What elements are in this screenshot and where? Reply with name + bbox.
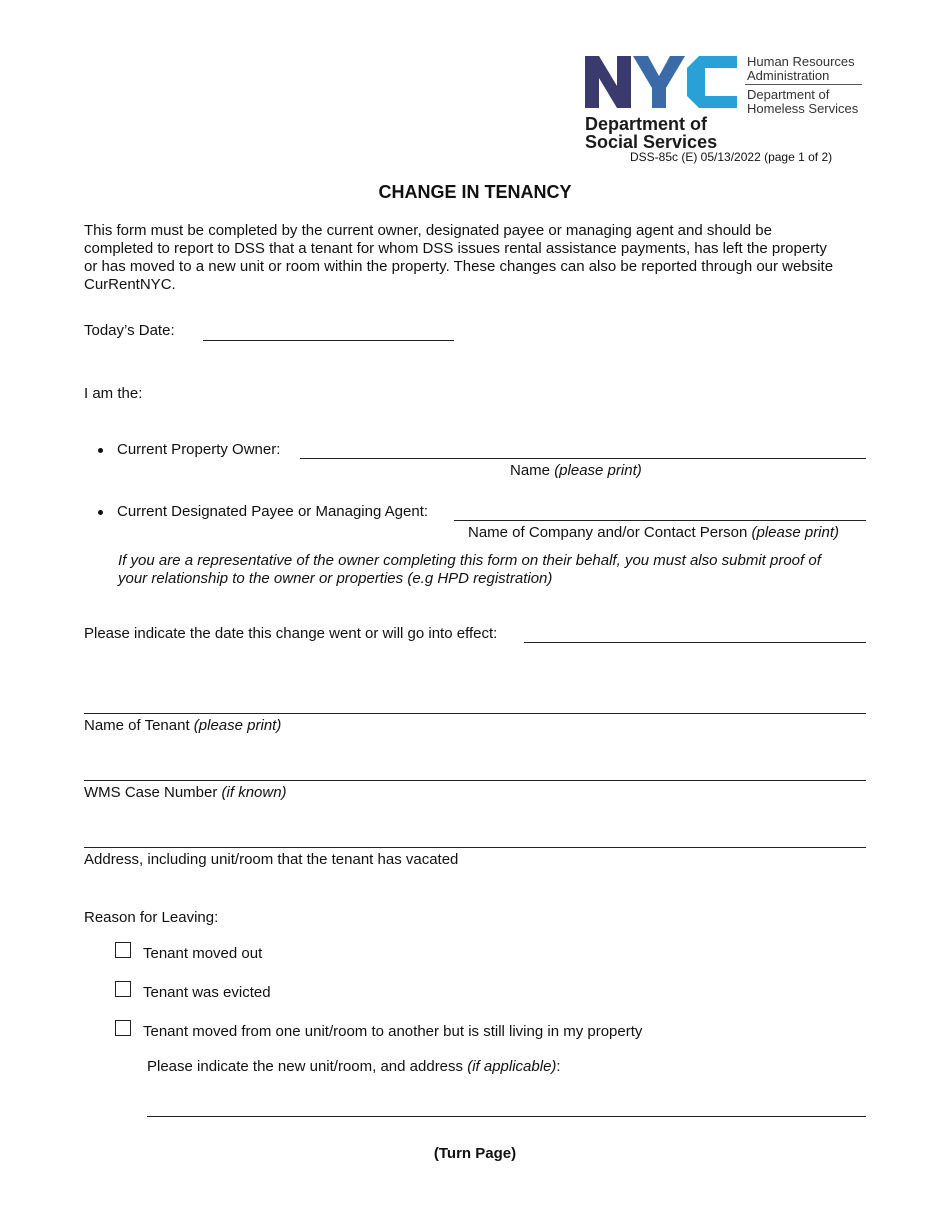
option-moved-unit: Tenant moved from one unit/room to another but is still living in my property <box>143 1023 643 1040</box>
todays-date-field[interactable] <box>203 340 454 341</box>
tenant-name-caption <box>84 717 281 734</box>
intro-line: CurRentNYC. <box>84 276 176 293</box>
tenant-name-note: (please print) <box>193 717 282 734</box>
address-field[interactable] <box>84 847 866 848</box>
dept-line1: Department of <box>585 114 708 134</box>
reason-label: Reason for Leaving: <box>84 909 219 926</box>
new-unit-note: (if applicable) <box>467 1058 557 1075</box>
rep-note-line: If you are a representative of the owner completing this form on their behalf, you must also submit proof of <box>118 552 821 569</box>
owner-caption-note: (please print) <box>554 462 642 479</box>
rep-note-line: your relationship to the owner or properties (e.g HPD registration) <box>118 570 553 587</box>
agency-dhs <box>747 88 867 116</box>
checkbox-moved-out[interactable] <box>115 942 131 958</box>
bullet-icon <box>98 448 103 453</box>
effective-date-label: Please indicate the date this change went or will go into effect: <box>84 625 498 642</box>
agent-name-field[interactable] <box>454 520 866 521</box>
intro-line: This form must be completed by the current owner, designated payee or managing agent and should be <box>84 222 772 239</box>
tenant-name-label: Name of Tenant <box>84 717 190 734</box>
agency-divider <box>745 84 862 85</box>
agent-caption-note: (please print) <box>751 524 840 541</box>
option-moved-out: Tenant moved out <box>143 945 263 962</box>
agency-hra-line2: Administration <box>747 68 830 83</box>
agency-dhs-line1: Department of <box>747 87 830 102</box>
address-label: Address, including unit/room that the tenant has vacated <box>84 851 459 868</box>
wms-case-field[interactable] <box>84 780 866 781</box>
new-unit-colon: : <box>556 1058 561 1075</box>
todays-date-label: Today’s Date: <box>84 322 175 339</box>
dept-social-services <box>585 115 717 151</box>
i-am-label: I am the: <box>84 385 143 402</box>
nyc-logo <box>585 56 737 108</box>
new-unit-label <box>147 1058 561 1075</box>
agency-dhs-line2: Homeless Services <box>747 101 859 116</box>
bullet-icon <box>98 510 103 515</box>
new-unit-field[interactable] <box>147 1116 866 1117</box>
owner-caption-text: Name <box>510 462 551 479</box>
effective-date-field[interactable] <box>524 642 866 643</box>
intro-line: or has moved to a new unit or room within the property. These changes can also be reported through our website <box>84 258 834 275</box>
agency-hra <box>747 55 867 83</box>
agent-caption-text: Name of Company and/or Contact Person <box>468 524 748 541</box>
dept-line2: Social Services <box>585 132 718 152</box>
owner-caption <box>510 462 642 479</box>
wms-case-label: WMS Case Number <box>84 784 218 801</box>
representative-note <box>118 552 821 588</box>
agent-caption <box>468 524 839 541</box>
page-title: CHANGE IN TENANCY <box>378 182 572 202</box>
owner-label: Current Property Owner: <box>117 441 281 458</box>
intro-line: completed to report to DSS that a tenant for whom DSS issues rental assistance payments, has left the property <box>84 240 827 257</box>
wms-case-note: (if known) <box>221 784 287 801</box>
wms-case-caption <box>84 784 287 801</box>
checkbox-evicted[interactable] <box>115 981 131 997</box>
nyc-logo-icon <box>585 56 737 108</box>
tenant-name-field[interactable] <box>84 713 866 714</box>
option-evicted: Tenant was evicted <box>143 984 271 1001</box>
new-unit-label-text: Please indicate the new unit/room, and address <box>147 1058 464 1075</box>
agent-label: Current Designated Payee or Managing Agent: <box>117 503 429 520</box>
owner-name-field[interactable] <box>300 458 866 459</box>
checkbox-moved-unit[interactable] <box>115 1020 131 1036</box>
agency-hra-line1: Human Resources <box>747 54 855 69</box>
form-id: DSS-85c (E) 05/13/2022 (page 1 of 2) <box>630 150 833 164</box>
turn-page: (Turn Page) <box>433 1145 517 1162</box>
intro-text <box>84 222 874 294</box>
